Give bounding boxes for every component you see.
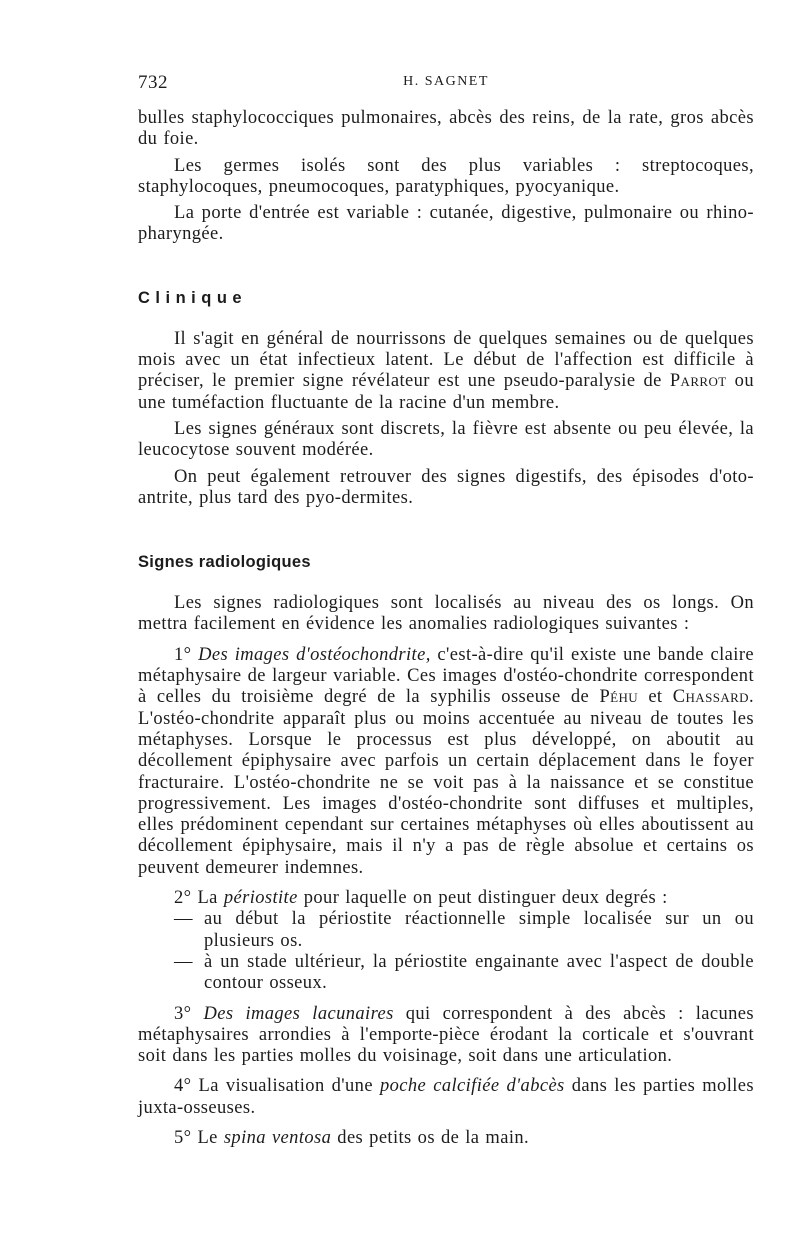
author-name: Parrot <box>669 371 727 392</box>
radio-item-2-sub-1: — au début la périostite réactionnelle simple localisée sur un ou plusieurs os. <box>174 909 754 951</box>
item-number: 2° <box>174 888 192 909</box>
page-header <box>138 72 754 94</box>
clinique-paragraph-1: Il s'agit en général de nourrissons de quelques semaines ou de quelques mois avec un état infectieux latent. Le début de l'affection est difficile à préciser, le premier signe révélateur est une pseudo-paralysie de Parrot ou une tuméfaction fluctuante de la racine d'un membre. <box>138 328 754 413</box>
item-emphasis: Des images d'ostéochondrite, <box>198 644 431 665</box>
section-title-clinique: Clinique <box>138 288 248 307</box>
radio-item-1: 1° Des images d'ostéochondrite, c'est-à-dire qu'il existe une bande claire métaphysaire de largeur variable. Ces images d'ostéo-chondrite correspondent à celles du troisième degré de la syphilis osseuse de Péhu et Chassard. L'ostéo-chondrite apparaît plus ou moins accentuée au niveau de toutes les métaphyses. Lorsque le processus est plus développé, on aboutit au décollement épiphysaire avec parfois un certain déplacement dans le foyer fracturaire. L'ostéo-chondrite ne se voit pas à la naissance et se constitue progressivement. Les images d'ostéo-chondrite sont diffuses et multiples, elles prédominent cependant sur certaines métaphyses où elles aboutissent au décollement épiphysaire, mais il n'y a pas de règle absolue et certains os peuvent demeurer indemnes. <box>138 644 755 878</box>
intro-paragraph-1: bulles staphylococciques pulmonaires, abcès des reins, de la rate, gros abcès du foie. <box>138 108 754 150</box>
section-title-radiologie: Signes radiologiques <box>138 553 311 572</box>
dash-marker: — <box>174 951 193 972</box>
radio-item-3: 3° Des images lacunaires qui correspondent à des abcès : lacunes métaphysaires arrondies à l'emporte-pièce érodant la corticale et s'ouvrant soit dans les parties molles du voisinage, soit dans une articulation. <box>138 1003 754 1067</box>
author-name: Chassard <box>672 687 749 708</box>
radio-item-2-sub-2: — à un stade ultérieur, la périostite engainante avec l'aspect de double contour osseux. <box>174 951 754 994</box>
item-emphasis: spina ventosa <box>223 1127 332 1148</box>
intro-paragraph-3: La porte d'entrée est variable : cutanée, digestive, pulmonaire ou rhino-pharyngée. <box>138 203 754 245</box>
page-body <box>138 108 754 1149</box>
item-emphasis: poche calcifiée d'abcès <box>380 1076 565 1097</box>
item-number: 3° <box>174 1003 192 1024</box>
page-number: 732 <box>138 72 168 93</box>
intro-paragraph-2: Les germes isolés sont des plus variables : streptocoques, staphylocoques, pneumocoques, paratyphiques, pyocyanique. <box>138 155 754 197</box>
item-number: 4° <box>174 1076 192 1097</box>
running-head: H. SAGNET <box>403 74 489 89</box>
radio-item-2: 2° La périostite pour laquelle on peut distinguer deux degrés : <box>174 888 668 909</box>
radio-paragraph-1: Les signes radiologiques sont localisés au niveau des os longs. On mettra facilement en évidence les anomalies radiologiques suivantes : <box>138 593 754 635</box>
item-number: 1° <box>174 644 192 665</box>
item-emphasis: périostite <box>223 888 298 909</box>
item-number: 5° <box>174 1127 192 1148</box>
clinique-paragraph-2: Les signes généraux sont discrets, la fièvre est absente ou peu élevée, la leucocytose souvent modérée. <box>138 418 754 461</box>
item-emphasis: Des images lacunaires <box>203 1003 394 1024</box>
author-name: Péhu <box>599 687 639 708</box>
radio-item-5: 5° Le spina ventosa des petits os de la main. <box>174 1127 530 1148</box>
radio-item-4: 4° La visualisation d'une poche calcifiée d'abcès dans les parties molles juxta-osseuses. <box>138 1076 754 1118</box>
clinique-paragraph-3: On peut également retrouver des signes digestifs, des épisodes d'oto-antrite, plus tard des pyo-dermites. <box>138 466 754 508</box>
dash-marker: — <box>174 909 193 930</box>
